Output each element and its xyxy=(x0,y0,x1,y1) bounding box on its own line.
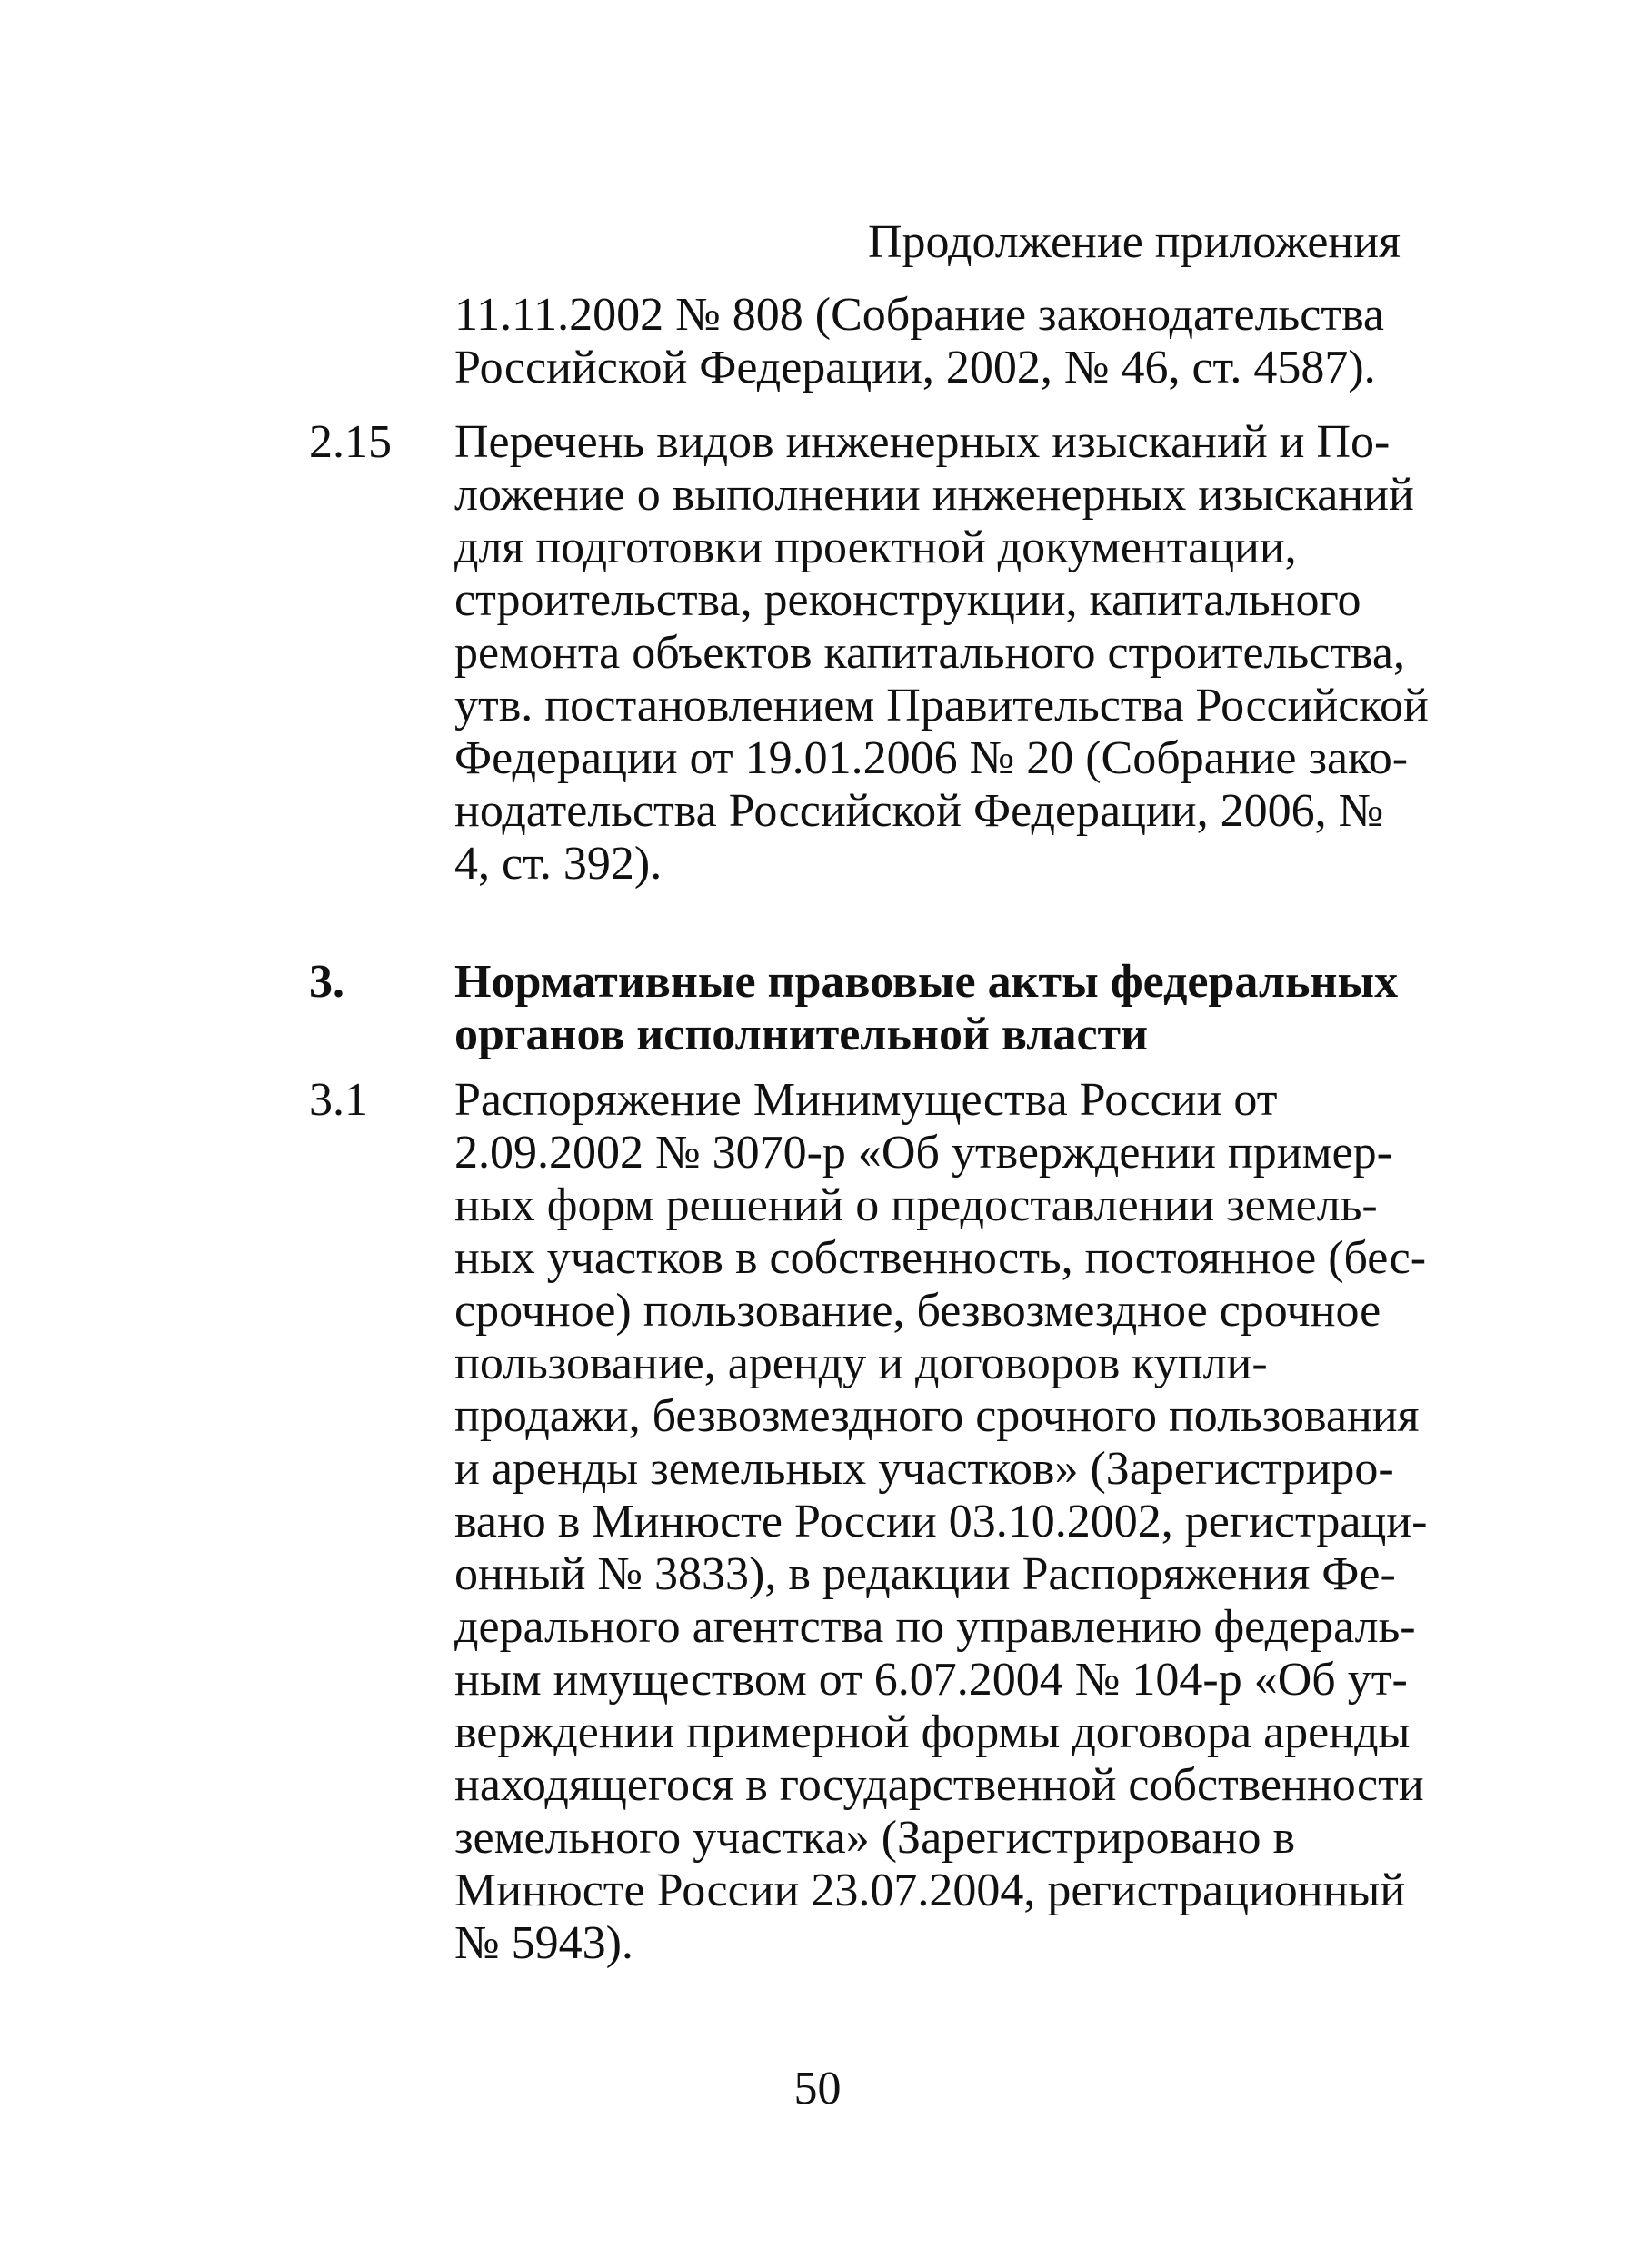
text-line: верждении примерной формы договора аренды xyxy=(454,1706,1411,1758)
text-line: Российской Федерации, 2002, № 46, ст. 4587). xyxy=(454,342,1376,393)
text-line: 4, ст. 392). xyxy=(454,838,663,890)
item-text xyxy=(454,416,1429,890)
text-line: Федерации от 19.01.2006 № 20 (Собрание зако- xyxy=(454,732,1409,784)
section-title xyxy=(454,956,1400,1061)
title-line: Нормативные правовые акты федеральных xyxy=(454,956,1399,1008)
text-line: и аренды земельных участков» (Зарегистриро- xyxy=(454,1443,1394,1495)
text-line: вано в Минюсте России 03.10.2002, регистраци- xyxy=(454,1496,1428,1547)
text-line: № 5943). xyxy=(454,1917,633,1969)
text-line: дерального агентства по управлению федераль- xyxy=(454,1601,1416,1653)
text-line: ных форм решений о предоставлении земель- xyxy=(454,1179,1378,1231)
text-line: Перечень видов инженерных изысканий и По- xyxy=(454,416,1391,468)
text-line: 11.11.2002 № 808 (Собрание законодательства xyxy=(454,289,1385,341)
text-line: 2.09.2002 № 3070-р «Об утверждении пример- xyxy=(454,1127,1392,1179)
item-number: 2.15 xyxy=(309,416,392,468)
text-line: продажи, безвозмездного срочного пользования xyxy=(454,1390,1420,1442)
text-line: ложение о выполнении инженерных изысканий xyxy=(454,469,1414,521)
text-line: ным имуществом от 6.07.2004 № 104-р «Об ут- xyxy=(454,1654,1408,1706)
section-number: 3. xyxy=(309,956,344,1008)
text-line: Минюсте России 23.07.2004, регистрационный xyxy=(454,1865,1406,1916)
text-line: строительства, реконструкции, капитального xyxy=(454,574,1361,626)
continuation-text xyxy=(454,289,1400,394)
item-number: 3.1 xyxy=(309,1074,368,1126)
text-line: утв. постановлением Правительства Российской xyxy=(454,680,1429,731)
text-line: земельного участка» (Зарегистрировано в xyxy=(454,1812,1296,1864)
title-line: органов исполнительной власти xyxy=(454,1009,1149,1060)
text-line: ремонта объектов капитального строительства, xyxy=(454,627,1405,679)
text-line: Распоряжение Минимущества России от xyxy=(454,1074,1278,1126)
text-line: пользование, аренду и договоров купли- xyxy=(454,1338,1268,1389)
text-line: ных участков в собственность, постоянное (бес- xyxy=(454,1232,1427,1284)
text-line: онный № 3833), в редакции Распоряжения Фе- xyxy=(454,1548,1396,1600)
appendix-continuation-note: Продолжение приложения xyxy=(867,216,1401,268)
page-number: 50 xyxy=(793,2063,842,2114)
text-line: срочное) пользование, безвозмездное срочное xyxy=(454,1285,1381,1337)
item-text xyxy=(454,1074,1428,1970)
text-line: для подготовки проектной документации, xyxy=(454,522,1297,573)
text-line: нодательства Российской Федерации, 2006, № xyxy=(454,785,1384,837)
text-line: находящегося в государственной собственности xyxy=(454,1759,1424,1811)
